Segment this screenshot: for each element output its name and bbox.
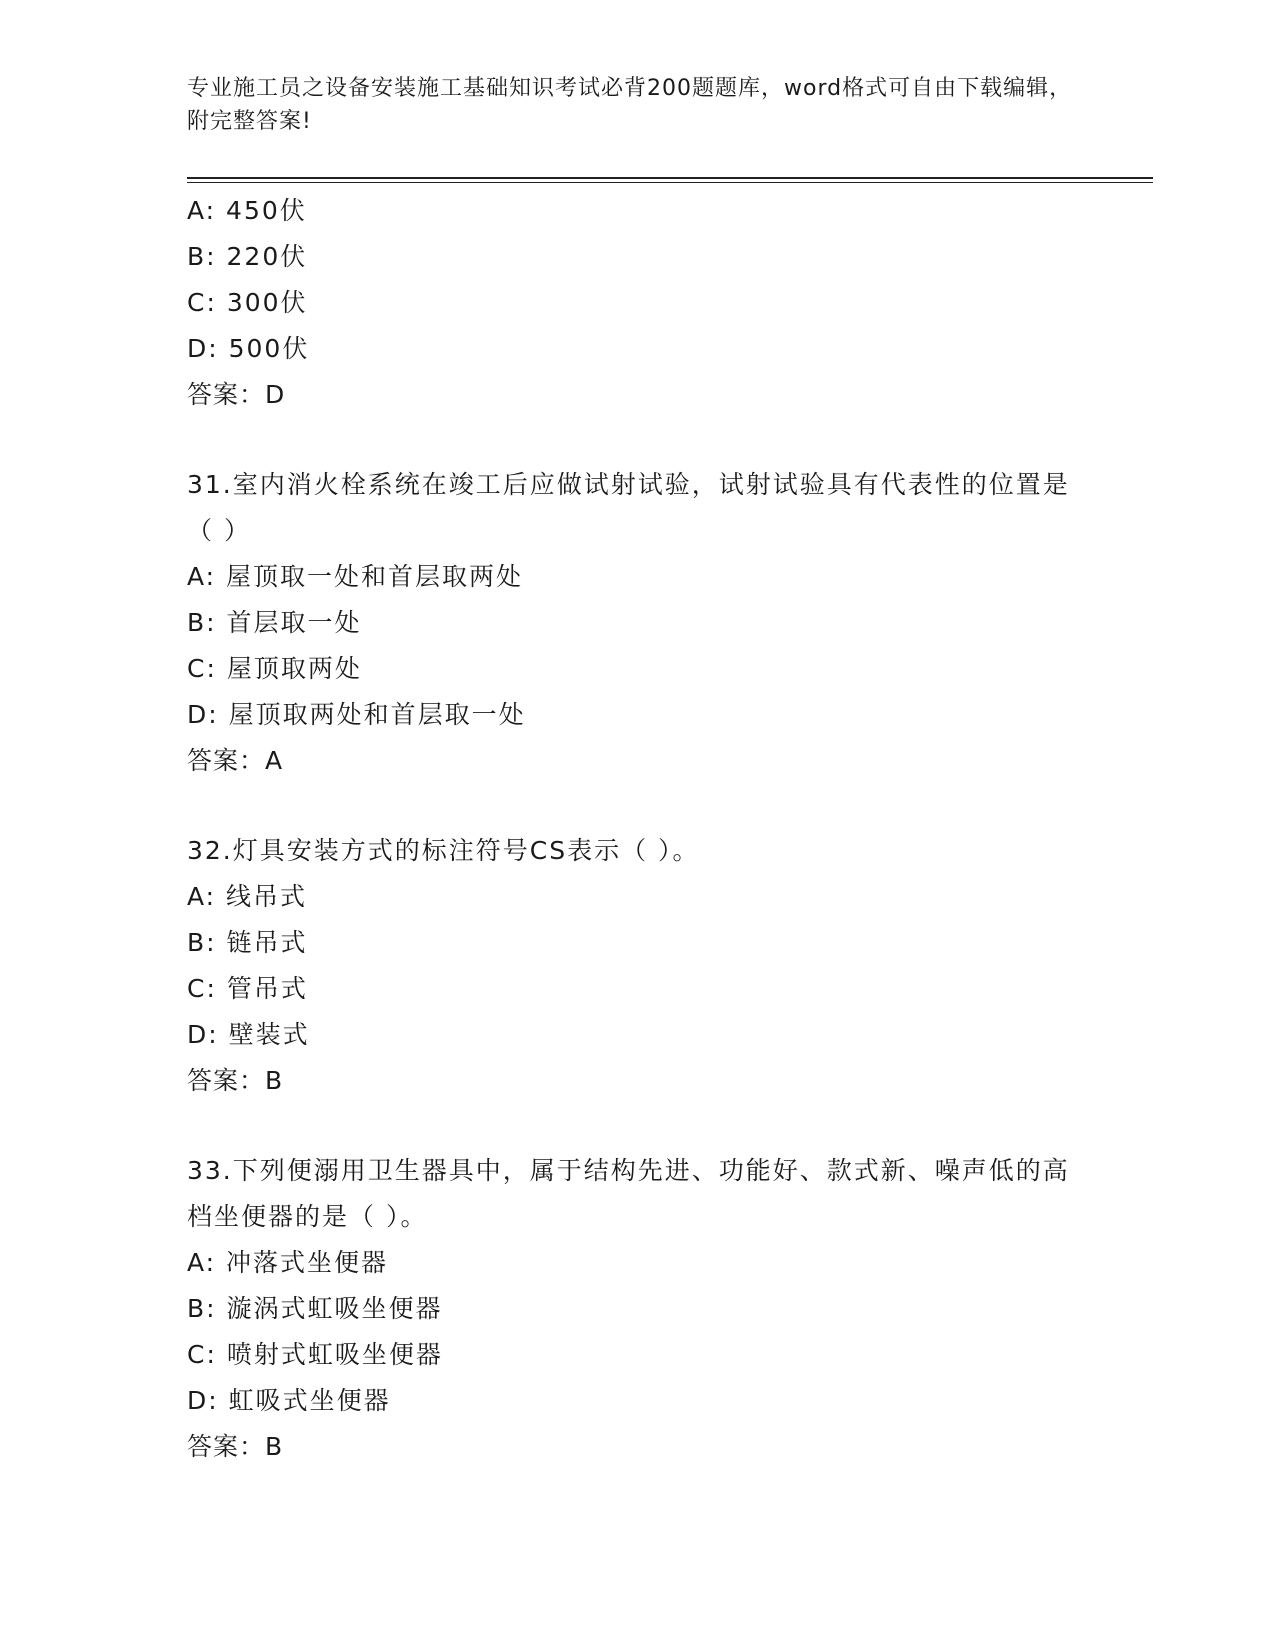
question-list <box>187 188 1087 1470</box>
spacer <box>187 784 1087 828</box>
header-rule-thin <box>187 182 1153 183</box>
option-b: B: 首层取一处 <box>187 608 362 637</box>
option-c: C: 喷射式虹吸坐便器 <box>187 1340 443 1369</box>
option-b: B: 链吊式 <box>187 928 308 957</box>
answer: 答案：B <box>187 1432 284 1461</box>
answer: 答案：D <box>187 380 286 409</box>
option-b: B: 漩涡式虹吸坐便器 <box>187 1294 443 1323</box>
question-32 <box>187 828 1087 1104</box>
option-c: C: 屋顶取两处 <box>187 654 362 683</box>
question-33 <box>187 1148 1087 1470</box>
option-d: D: 屋顶取两处和首层取一处 <box>187 700 526 729</box>
question-title: 32.灯具安装方式的标注符号CS表示（ ）。 <box>187 836 700 865</box>
spacer <box>187 418 1087 462</box>
answer: 答案：A <box>187 746 284 775</box>
option-d: D: 壁装式 <box>187 1020 310 1049</box>
option-a: A: 冲落式坐便器 <box>187 1248 389 1277</box>
question-title: 33.下列便溺用卫生器具中，属于结构先进、功能好、款式新、噪声低的高档坐便器的是（ ）。 <box>187 1156 1070 1231</box>
answer: 答案：B <box>187 1066 284 1095</box>
option-a: A: 线吊式 <box>187 882 308 911</box>
question-block-0 <box>187 188 1087 418</box>
option-b: B: 220伏 <box>187 242 308 271</box>
option-d: D: 虹吸式坐便器 <box>187 1386 391 1415</box>
option-d: D: 500伏 <box>187 334 310 363</box>
option-c: C: 管吊式 <box>187 974 308 1003</box>
spacer <box>187 1104 1087 1148</box>
question-31 <box>187 462 1087 784</box>
option-a: A: 450伏 <box>187 196 307 225</box>
header-rule-thick <box>187 177 1153 179</box>
option-a: A: 屋顶取一处和首层取两处 <box>187 562 524 591</box>
option-c: C: 300伏 <box>187 288 308 317</box>
question-title: 31.室内消火栓系统在竣工后应做试射试验，试射试验具有代表性的位置是（ ） <box>187 470 1070 545</box>
page-header: 专业施工员之设备安装施工基础知识考试必背200题题库，word格式可自由下载编辑，附完整答案! <box>187 76 1073 134</box>
